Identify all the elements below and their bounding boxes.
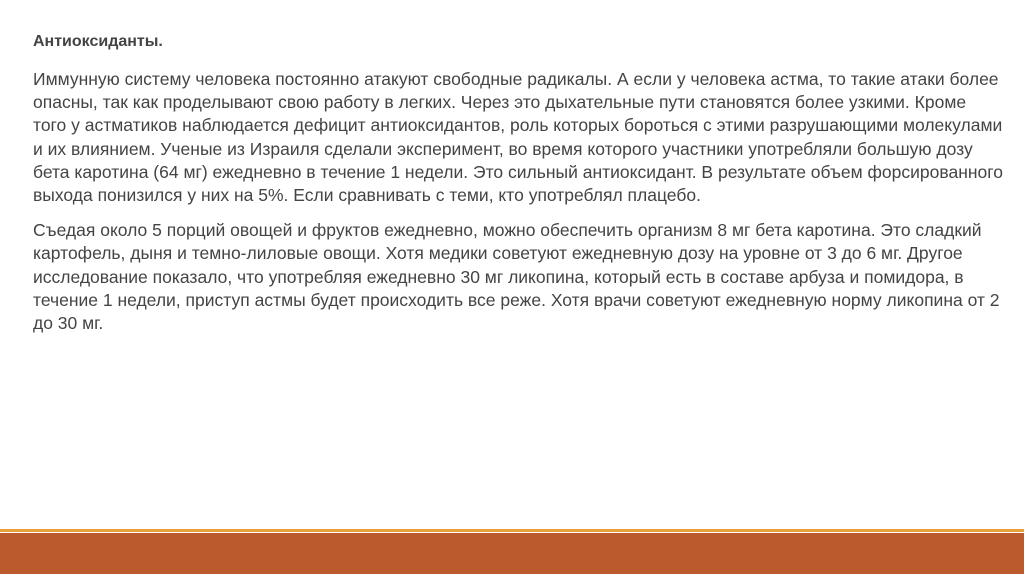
- footer-accent-bar: [0, 533, 1024, 574]
- slide-content: [33, 30, 1003, 347]
- slide-heading: Антиоксиданты.: [33, 33, 163, 50]
- paragraph-vegetables: Съедая около 5 порций овощей и фруктов ежедневно, можно обеспечить организм 8 мг бета каротина. Это сладкий картофель, дыня и темно-лиловые овощи. Хотя медики советуют ежедневную дозу на уровне от 3 до 6 мг. Другое исследование показало, что употребляя ежедневно 30 мг ликопина, который есть в составе арбуза и помидора, в течение 1 недели, приступ астмы будет происходить все реже. Хотя врачи советуют ежедневную норму ликопина от 2 до 30 мг.: [33, 220, 1000, 334]
- paragraph-immune-system: Иммунную систему человека постоянно атакуют свободные радикалы. А если у человека астма, то такие атаки более опасны, так как проделывают свою работу в легких. Через это дыхательные пути становятся более узкими. Кроме того у астматиков наблюдается дефицит антиоксидантов, роль которых бороться с этими разрушающими молекулами и их влиянием. Ученые из Израиля сделали эксперимент, во время которого участники употребляли большую дозу бета каротина (64 мг) ежедневно в течение 1 недели. Это сильный антиоксидант. В результате объем форсированного выхода понизился у них на 5%. Если сравнивать с теми, кто употреблял плацебо.: [33, 69, 1004, 206]
- accent-line: [0, 529, 1024, 532]
